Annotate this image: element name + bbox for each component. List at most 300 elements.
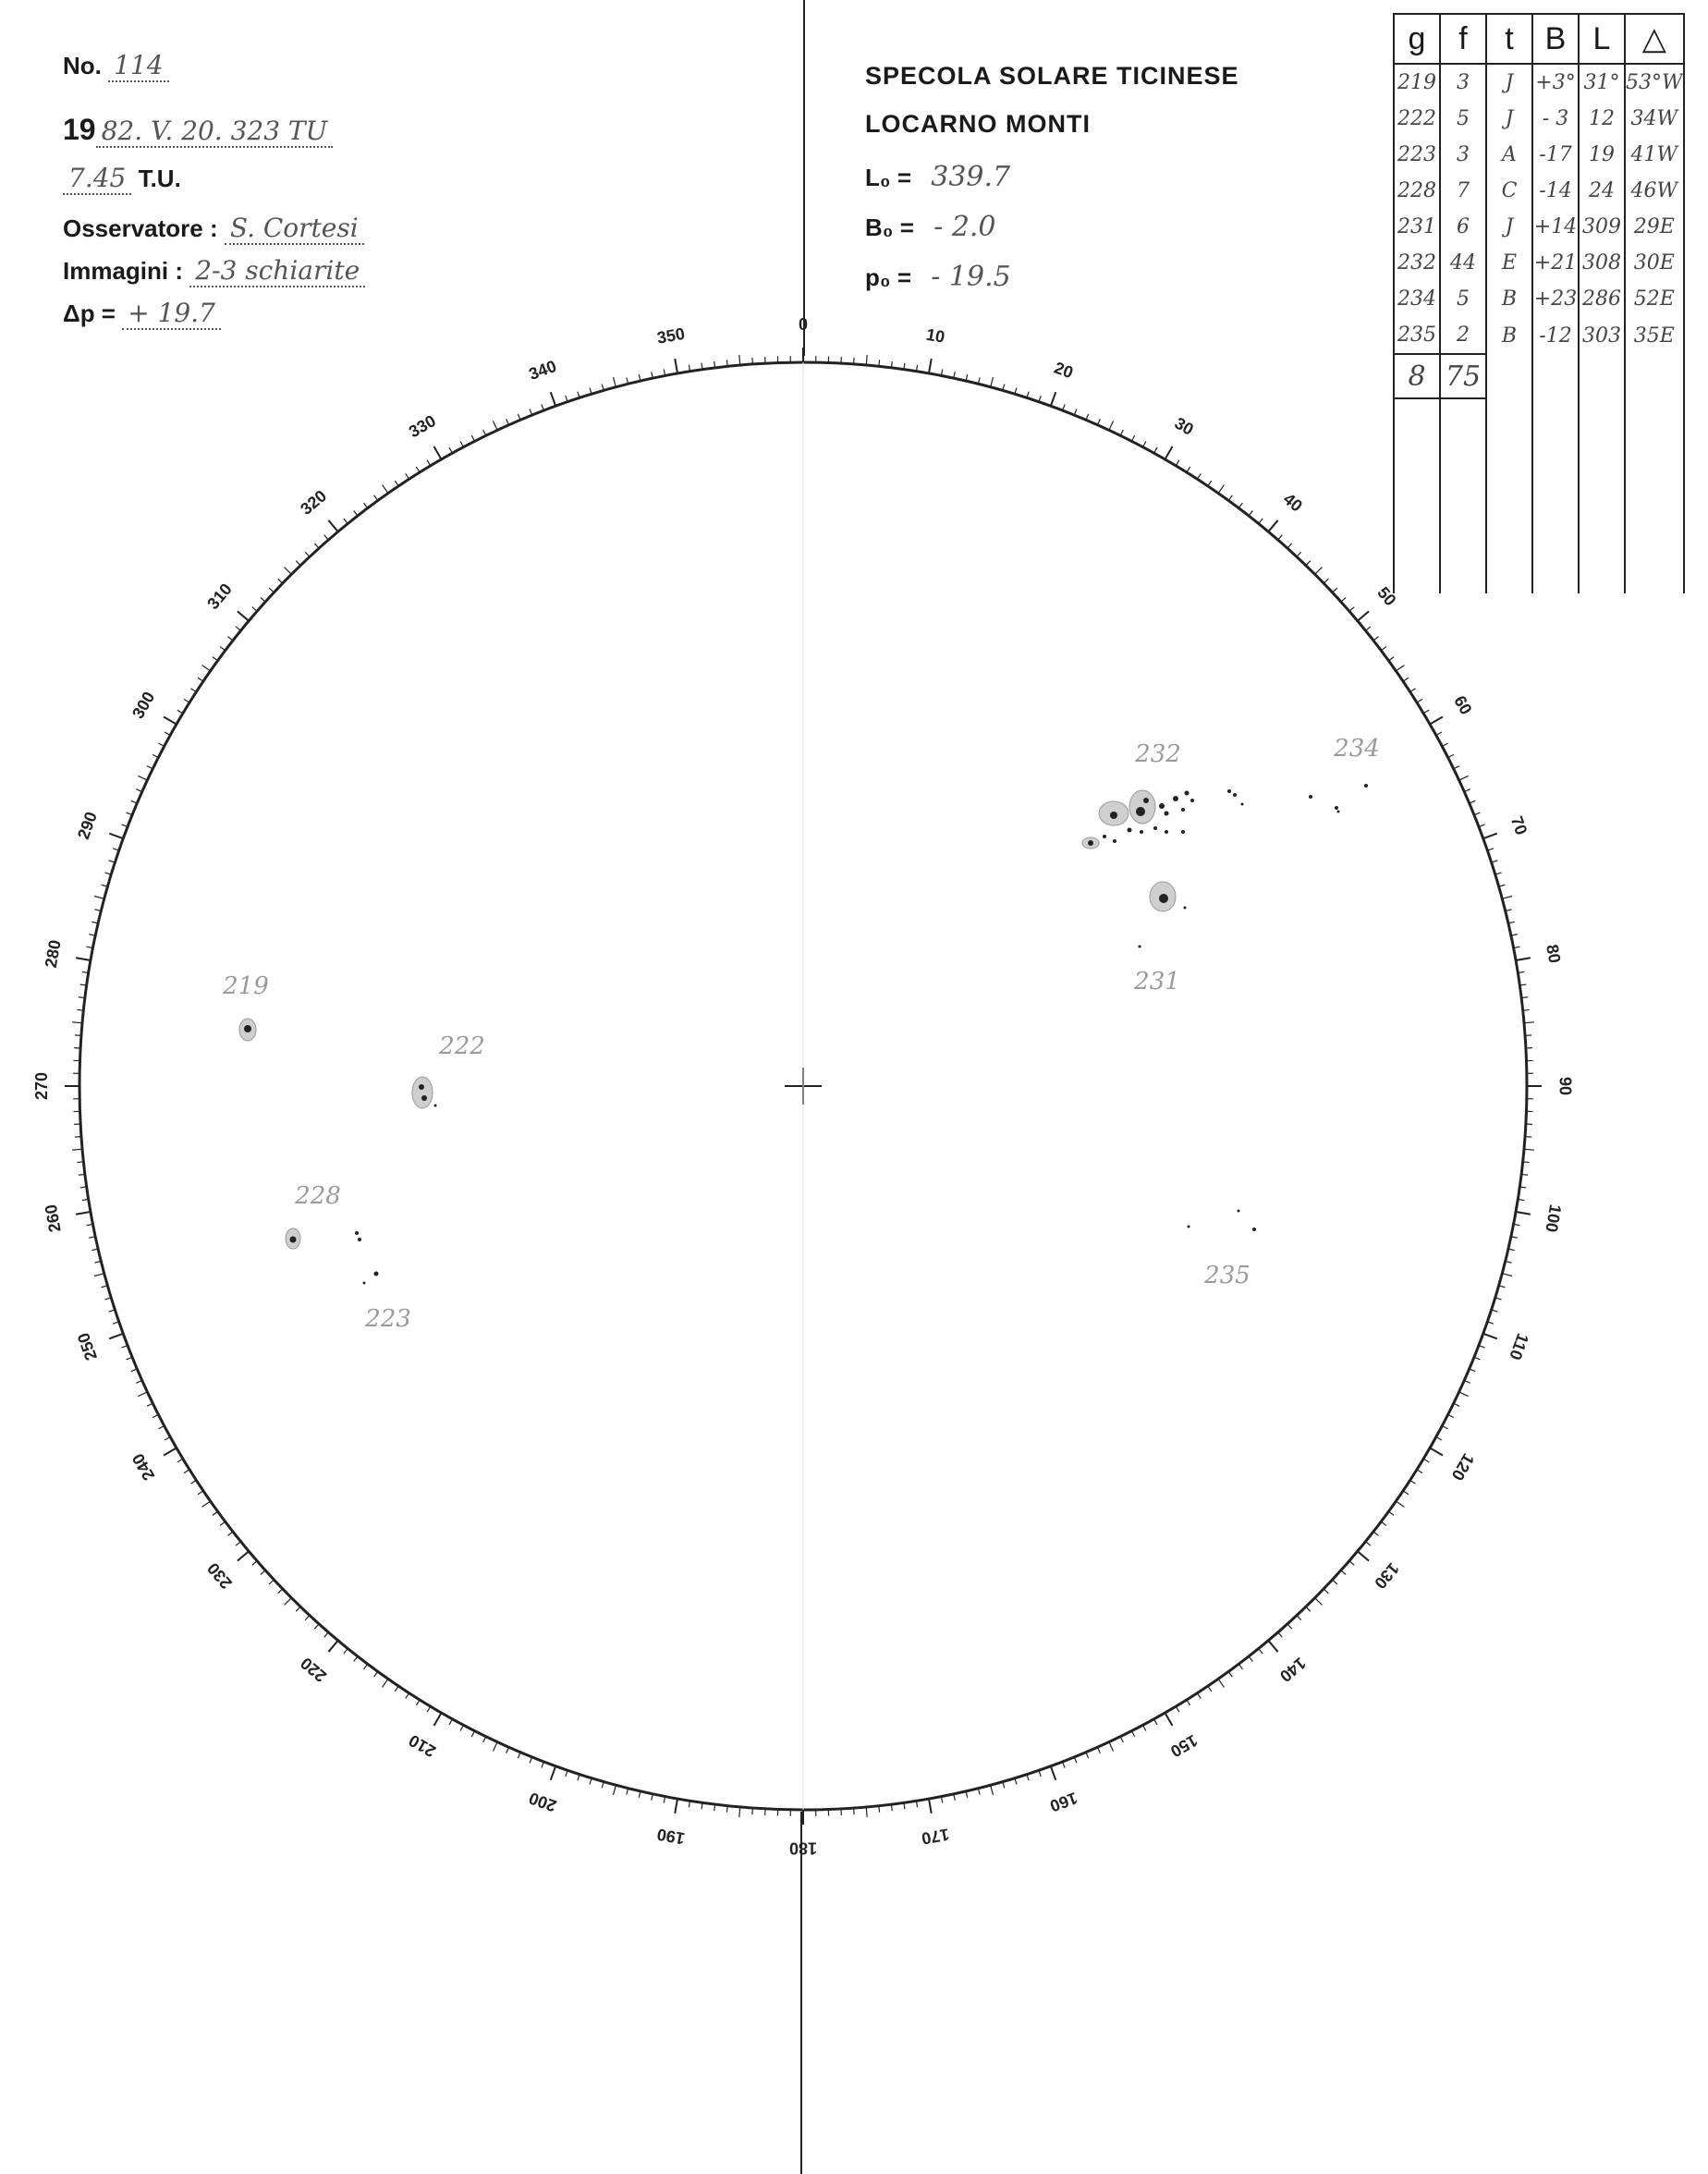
dial-tick (1417, 1470, 1422, 1473)
dial-tick (1430, 1448, 1443, 1456)
dial-tick (328, 520, 337, 531)
dial-tick (72, 1022, 82, 1023)
table-cell: 5 (1440, 281, 1486, 317)
table-cell: 223 (1394, 137, 1440, 173)
table-cell: -14 (1532, 173, 1579, 209)
dial-tick (190, 1480, 196, 1484)
dial-tick (739, 355, 740, 365)
dial-tick (236, 1542, 240, 1545)
dial-tick (1410, 1480, 1416, 1484)
pore (1233, 793, 1237, 797)
dial-tick (1306, 561, 1311, 566)
dial-tick (383, 1679, 388, 1687)
group-label-219: 219 (223, 972, 269, 1000)
dial-tick (165, 1437, 170, 1440)
dial-tick (138, 1392, 147, 1397)
group-label-228: 228 (295, 1182, 341, 1210)
group-label-235: 235 (1204, 1262, 1250, 1289)
dial-tick (1373, 1532, 1379, 1535)
dial-tick (1109, 1742, 1114, 1752)
dial-tick (278, 1589, 283, 1594)
dial-tick (1417, 699, 1422, 702)
dial-tick (434, 446, 442, 459)
dial-tick (1165, 446, 1173, 459)
dial-tick (344, 519, 348, 523)
dial-tick (866, 1807, 867, 1817)
table-cell: B (1486, 317, 1532, 354)
dial-tick (79, 1174, 85, 1175)
dial-tick (613, 377, 616, 387)
group-label-232: 232 (1135, 740, 1181, 768)
table-cell: 286 (1579, 281, 1625, 317)
dial-tick (434, 1713, 442, 1726)
dial-tick (1442, 743, 1447, 746)
dial-tick (1341, 1570, 1346, 1575)
table-cell: 219 (1394, 64, 1440, 101)
dial-tick (1333, 588, 1337, 592)
dial-tick (1524, 1149, 1534, 1150)
dial-label: 200 (526, 1789, 559, 1816)
dial-tick (94, 1274, 104, 1276)
dial-tick (158, 1426, 164, 1429)
pore (1364, 784, 1368, 788)
dial-tick (261, 1570, 265, 1575)
dial-tick (416, 1700, 420, 1705)
pore (1190, 799, 1194, 802)
table-cell: 34W (1625, 101, 1684, 137)
table-cell: 309 (1579, 209, 1625, 245)
dial-tick (891, 1804, 892, 1811)
dial-label: 120 (1447, 1450, 1478, 1484)
dial-tick (76, 1212, 91, 1215)
date-prefix: 19 (63, 113, 96, 146)
table-cell: 29E (1625, 209, 1684, 245)
group-label-231: 231 (1134, 968, 1180, 995)
umbra (1136, 807, 1145, 816)
pore (1241, 803, 1244, 806)
penumbra (1129, 790, 1155, 824)
pore (1128, 828, 1132, 833)
dial-label: 300 (128, 688, 159, 722)
dial-tick (269, 1580, 274, 1584)
table-cell: J (1486, 64, 1532, 101)
dial-tick (94, 896, 104, 898)
dial-tick (471, 435, 474, 441)
dial-tick (879, 1806, 880, 1813)
dial-tick (1349, 1561, 1354, 1566)
dial-tick (1358, 611, 1369, 620)
dial-tick (891, 361, 892, 368)
dial-tick (383, 485, 388, 494)
dial-tick (1381, 647, 1386, 651)
dial-tick (1208, 481, 1212, 486)
dial-tick (354, 1656, 358, 1662)
dial-label: 100 (1542, 1203, 1566, 1234)
time-label: T.U. (138, 165, 181, 192)
dial-tick (238, 1551, 249, 1560)
table-cell: J (1486, 209, 1532, 245)
table-cell: 3 (1440, 64, 1486, 101)
dial-tick (1436, 732, 1442, 735)
dial-tick (1388, 657, 1394, 661)
total-groups: 8 (1394, 354, 1440, 398)
dial-tick (165, 732, 170, 735)
dial-tick (427, 460, 431, 466)
dial-tick (190, 689, 196, 692)
pore (358, 1238, 361, 1241)
dial-tick (1297, 1616, 1301, 1620)
dial-tick (406, 473, 409, 479)
dial-tick (1259, 1649, 1263, 1654)
dial-tick (252, 1561, 257, 1566)
param-p0-value: - 19.5 (931, 261, 1011, 293)
dial-tick (1268, 520, 1277, 531)
dial-tick (1483, 1334, 1497, 1338)
dial-tick (296, 561, 300, 566)
dial-tick (109, 834, 123, 838)
pore (1159, 803, 1165, 809)
dial-tick (1197, 473, 1201, 479)
table-cell: - 3 (1532, 101, 1579, 137)
dial-tick (164, 717, 177, 725)
pore (1184, 907, 1187, 910)
dial-tick (324, 535, 329, 540)
dial-tick (929, 359, 932, 373)
pore (1139, 946, 1141, 948)
umbra (419, 1084, 424, 1090)
dial-tick (1051, 1766, 1055, 1780)
pore (1140, 830, 1143, 834)
dial-tick (158, 743, 164, 746)
dial-tick (1297, 552, 1301, 556)
sunspot-group-228 (286, 1182, 341, 1249)
col-header-delta: △ (1625, 14, 1684, 64)
dial-tick (1154, 447, 1157, 453)
dial-tick (220, 1521, 226, 1525)
dial-tick (1341, 597, 1346, 602)
penumbra (412, 1077, 433, 1108)
dial-tick (1238, 503, 1242, 508)
table-cell: 12 (1579, 101, 1625, 137)
group-label-223: 223 (365, 1305, 411, 1333)
dial-label: 160 (1047, 1789, 1080, 1816)
dial-tick (1120, 1737, 1123, 1742)
dial-label: 130 (1371, 1558, 1403, 1593)
dial-tick (1218, 1679, 1224, 1687)
dial-tick (314, 1624, 319, 1629)
dial-label: 90 (1556, 1076, 1575, 1096)
table-cell: +14 (1532, 209, 1579, 245)
dial-tick (374, 1671, 378, 1677)
dial-tick (314, 544, 319, 548)
umbra (1143, 798, 1149, 803)
dial-tick (1238, 1664, 1242, 1669)
dial-tick (344, 1649, 348, 1654)
dial-tick (1051, 392, 1055, 406)
table-cell: 46W (1625, 173, 1684, 209)
dial-tick (406, 1693, 409, 1699)
dial-label: 10 (924, 324, 946, 347)
dial-tick (483, 430, 486, 435)
dial-tick (1268, 1641, 1277, 1652)
table-cell: 3 (1440, 137, 1486, 173)
dial-label: 340 (526, 356, 559, 384)
dial-tick (1521, 997, 1528, 998)
sunspot-group-232 (1082, 740, 1244, 849)
table-cell: 24 (1579, 173, 1625, 209)
dial-tick (213, 657, 218, 661)
dial-tick (1516, 958, 1531, 960)
pore (1165, 830, 1168, 834)
dial-tick (1459, 1392, 1469, 1397)
dial-tick (1423, 710, 1429, 714)
dial-tick (471, 1731, 474, 1737)
dial-tick (324, 1632, 329, 1637)
table-cell: 2 (1440, 317, 1486, 354)
delta-p-label: Δp = (63, 299, 116, 327)
umbra (290, 1237, 297, 1243)
dial-tick (1381, 1521, 1386, 1525)
col-header-latitude: B (1532, 14, 1579, 64)
dial-tick (726, 1806, 727, 1813)
dial-tick (1187, 467, 1190, 472)
col-header-type: t (1486, 14, 1532, 64)
dial-label: 140 (1275, 1654, 1310, 1686)
dial-label: 80 (1543, 943, 1565, 965)
dial-tick (109, 1334, 123, 1338)
dial-tick (1448, 754, 1454, 757)
dial-tick (1396, 1501, 1404, 1507)
dial-tick (449, 1719, 452, 1725)
dial-tick (1306, 1606, 1311, 1611)
dial-label: 280 (41, 938, 65, 970)
dial-label: 320 (297, 486, 331, 519)
table-cell: J (1486, 101, 1532, 137)
dial-tick (1228, 1671, 1232, 1677)
dial-tick (202, 1501, 211, 1507)
dial-tick (1430, 717, 1443, 725)
dial-tick (177, 1459, 183, 1462)
pore (1165, 812, 1169, 816)
dial-tick (152, 754, 158, 757)
dial-label: 60 (1450, 692, 1476, 718)
observatory-line-1: SPECOLA SOLARE TICINESE (865, 62, 1239, 90)
dial-tick (1448, 1414, 1454, 1417)
dial-tick (1388, 1511, 1394, 1515)
dial-tick (1358, 1551, 1369, 1560)
dial-tick (1120, 430, 1123, 435)
dial-tick (220, 647, 226, 651)
dial-tick (1516, 1212, 1531, 1215)
dial-tick (227, 1532, 233, 1535)
dial-tick (364, 1664, 368, 1669)
dial-tick (213, 1511, 218, 1515)
dial-label: 250 (73, 1330, 101, 1363)
dial-label: 40 (1279, 489, 1306, 516)
dial-tick (1249, 510, 1252, 516)
dial-tick (269, 588, 274, 592)
dial-tick (879, 360, 880, 366)
dial-tick (1436, 1437, 1442, 1440)
dial-tick (1315, 1598, 1323, 1606)
pore (1113, 839, 1116, 843)
dial-tick (416, 467, 420, 472)
pore (1173, 796, 1178, 801)
dial-label: 330 (405, 411, 439, 442)
umbra (1110, 812, 1117, 819)
dial-label: 30 (1171, 413, 1197, 439)
dial-tick (1131, 435, 1134, 441)
dial-tick (395, 481, 398, 486)
pore (355, 1231, 359, 1235)
table-cell: 231 (1394, 209, 1440, 245)
dial-tick (1187, 1700, 1190, 1705)
table-cell: 5 (1440, 101, 1486, 137)
dial-label: 190 (655, 1825, 687, 1849)
dial-tick (991, 1785, 994, 1795)
table-cell: 232 (1394, 245, 1440, 281)
umbra (1159, 894, 1168, 903)
dial-tick (1165, 1713, 1173, 1726)
images-label: Immagini : (63, 257, 184, 285)
pore (1227, 789, 1231, 793)
dial-tick (1228, 495, 1232, 501)
table-cell: 41W (1625, 137, 1684, 173)
table-cell: 303 (1579, 317, 1625, 354)
dial-label: 290 (73, 809, 101, 842)
pore (1337, 811, 1340, 813)
dial-tick (202, 666, 211, 671)
dial-tick (726, 360, 727, 366)
pore (1335, 806, 1338, 810)
dial-tick (1259, 519, 1263, 523)
dial-tick (714, 361, 715, 368)
dial-tick (1459, 776, 1469, 780)
table-cell: +21 (1532, 245, 1579, 281)
sunspot-group-219 (222, 972, 269, 1041)
dial-tick (1324, 1589, 1328, 1594)
dial-tick (177, 710, 183, 714)
dial-tick (1502, 896, 1512, 898)
dial-tick (1423, 1459, 1429, 1462)
dial-tick (493, 421, 497, 430)
dial-tick (72, 1149, 82, 1150)
observer-label: Osservatore : (63, 214, 218, 242)
dial-tick (1349, 607, 1354, 612)
sunspot-group-235 (1188, 1210, 1257, 1290)
dial-label: 220 (297, 1654, 331, 1686)
pore (1252, 1227, 1256, 1231)
dial-tick (227, 637, 233, 641)
umbra (421, 1095, 427, 1101)
dial-tick (138, 776, 147, 780)
dial-tick (1176, 460, 1179, 466)
pore (1309, 795, 1312, 799)
dial-label: 240 (128, 1450, 159, 1484)
pore (1153, 826, 1157, 830)
dial-tick (305, 1616, 310, 1620)
pore (363, 1282, 366, 1285)
dial-tick (1315, 568, 1323, 575)
table-cell: 228 (1394, 173, 1440, 209)
dial-label: 310 (203, 580, 236, 614)
param-p0-label: p₀ = (865, 263, 912, 291)
dial-tick (493, 1742, 497, 1752)
table-cell: 222 (1394, 101, 1440, 137)
dial-tick (675, 1799, 677, 1814)
total-spots: 75 (1440, 354, 1486, 398)
dial-label: 170 (920, 1825, 951, 1849)
dial-tick (1208, 1686, 1212, 1692)
dial-tick (1483, 834, 1497, 838)
table-cell: 52E (1625, 281, 1684, 317)
table-cell: +23 (1532, 281, 1579, 317)
dial-tick (1410, 689, 1416, 692)
dial-tick (427, 1706, 431, 1712)
col-header-spots: f (1440, 14, 1486, 64)
dial-tick (238, 611, 249, 620)
pore (1181, 808, 1185, 812)
dial-label: 0 (798, 314, 809, 334)
table-cell: 308 (1579, 245, 1625, 281)
observatory-line-2: LOCARNO MONTI (865, 110, 1091, 138)
dial-tick (184, 699, 189, 702)
sunspot-group-234 (1309, 735, 1380, 813)
table-cell: +3° (1532, 64, 1579, 101)
param-B0-label: B₀ = (865, 214, 914, 241)
dial-tick (285, 1598, 292, 1606)
dial-tick (551, 1766, 555, 1780)
dial-tick (1324, 579, 1328, 583)
table-cell: C (1486, 173, 1532, 209)
dial-tick (1218, 485, 1224, 494)
dial-tick (198, 678, 203, 681)
dial-tick (714, 1804, 715, 1811)
dial-tick (1442, 1426, 1447, 1429)
dial-tick (1143, 1725, 1146, 1730)
dial-tick (79, 997, 85, 998)
dial-label: 180 (788, 1838, 818, 1858)
dial-tick (1403, 678, 1409, 681)
dial-tick (1197, 1693, 1201, 1699)
dial-tick (1454, 766, 1459, 769)
dial-tick (236, 627, 240, 630)
dial-label: 110 (1506, 1330, 1532, 1362)
dial-tick (460, 441, 463, 446)
dial-tick (278, 579, 283, 583)
time-value: 7.45 (63, 163, 131, 195)
dial-tick (147, 766, 152, 769)
number-value: 114 (108, 50, 168, 82)
dial-tick (1131, 1731, 1134, 1737)
table-cell: 44 (1440, 245, 1486, 281)
delta-p-value: + 19.7 (122, 298, 221, 330)
dial-tick (1396, 666, 1404, 671)
dial-tick (296, 1606, 300, 1611)
table-cell: 234 (1394, 281, 1440, 317)
dial-tick (613, 1785, 616, 1795)
param-L0-value: 339.7 (931, 161, 1011, 193)
sunspot-group-223 (355, 1231, 411, 1333)
dial-tick (1454, 1403, 1459, 1406)
table-cell: 53°W (1625, 64, 1684, 101)
dial-tick (739, 1807, 740, 1817)
col-header-group: g (1394, 14, 1440, 64)
dial-label: 70 (1507, 813, 1531, 837)
dial-tick (460, 1725, 463, 1730)
dial-tick (1523, 1162, 1530, 1163)
dial-label: 210 (405, 1730, 439, 1761)
